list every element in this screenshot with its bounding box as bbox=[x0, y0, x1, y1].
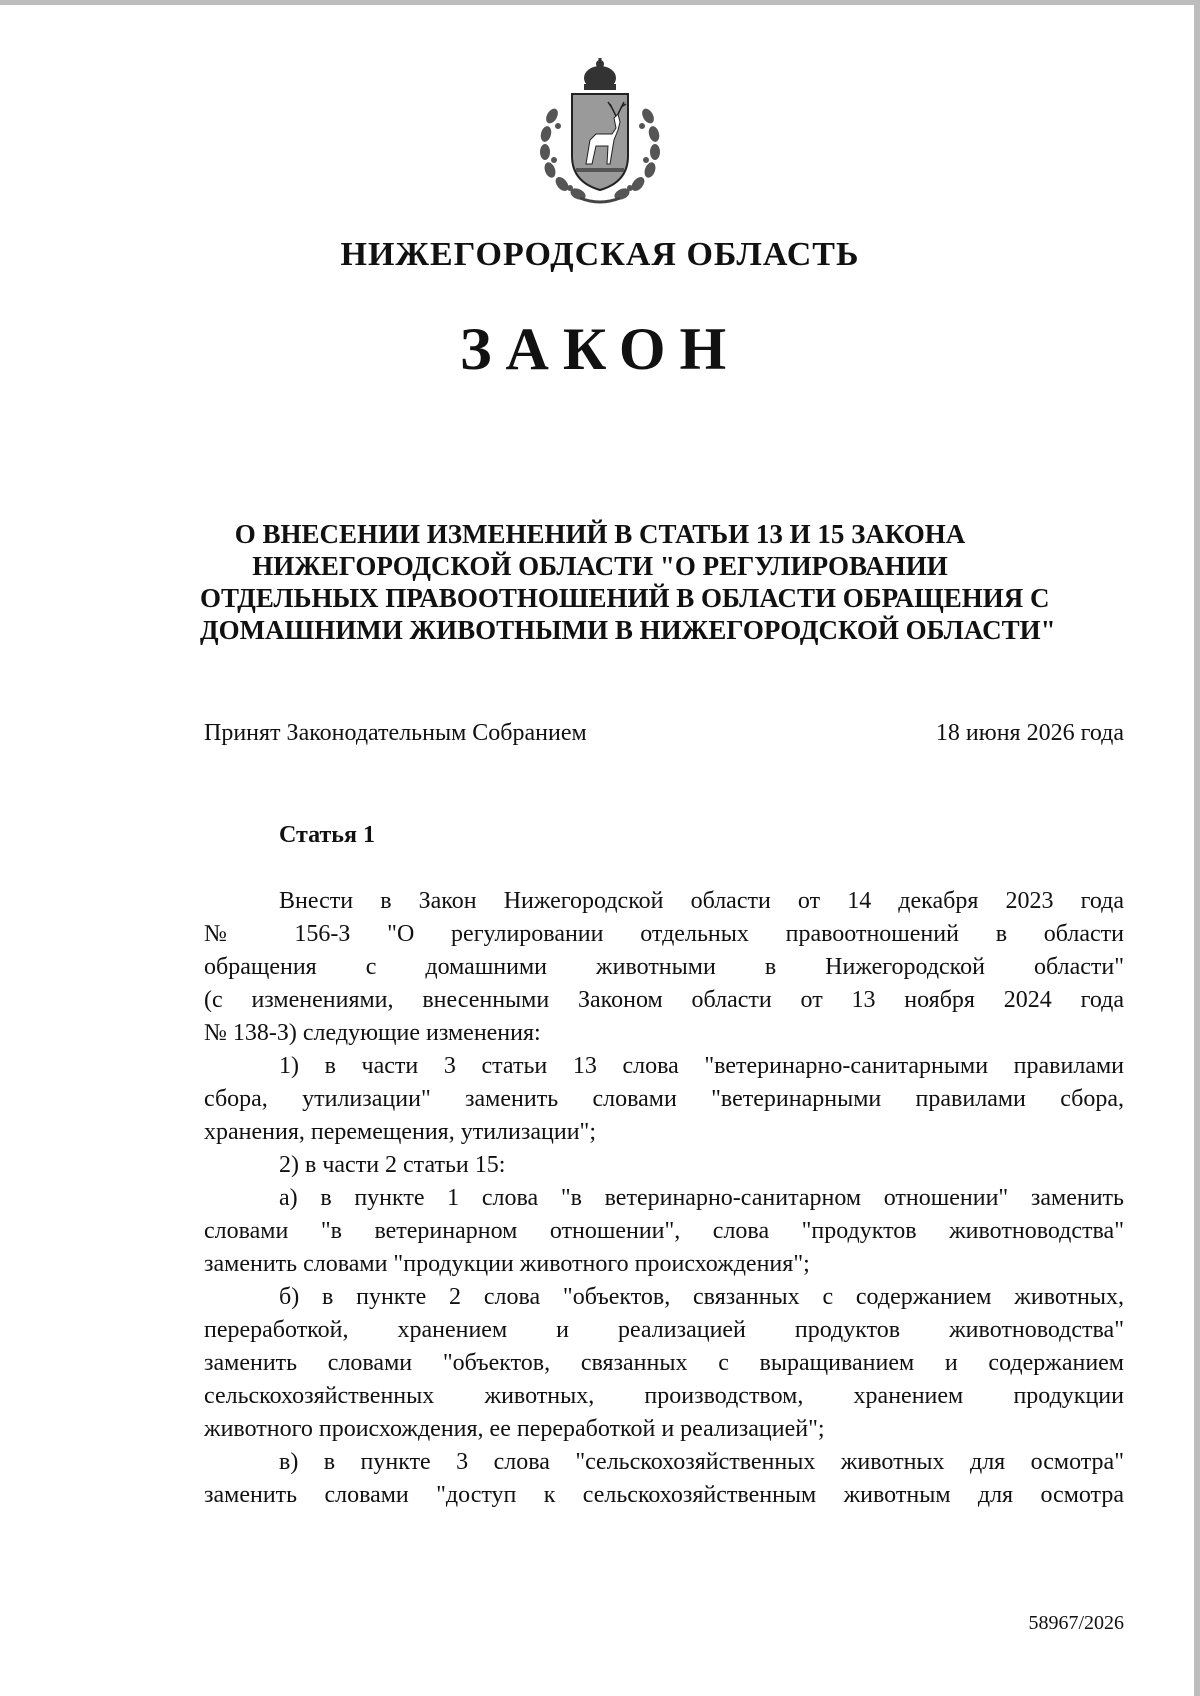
region-name: НИЖЕГОРОДСКАЯ ОБЛАСТЬ bbox=[340, 236, 860, 273]
law-subject-line: ДОМАШНИМИ ЖИВОТНЫМИ В НИЖЕГОРОДСКОЙ ОБЛАСТИ" bbox=[200, 615, 1056, 645]
adoption-line bbox=[204, 720, 1124, 747]
article-line: заменить словами "объектов, связанных с выращиванием и содержанием bbox=[204, 1350, 1124, 1376]
article-line: № 138-З) следующие изменения: bbox=[204, 1020, 541, 1046]
adoption-date: 18 июня 2026 года bbox=[935, 720, 1124, 746]
article-line: сельскохозяйственных животных, производством, хранением продукции bbox=[204, 1383, 1124, 1409]
article-heading: Статья 1 bbox=[279, 822, 375, 848]
article-line: б) в пункте 2 слова "объектов, связанных с содержанием животных, bbox=[279, 1284, 1124, 1310]
article-line: 1) в части 3 статьи 13 слова "ветеринарно-санитарными правилами bbox=[279, 1053, 1124, 1079]
article-line: Внести в Закон Нижегородской области от 14 декабря 2023 года bbox=[279, 888, 1124, 914]
article-line: 2) в части 2 статьи 15: bbox=[279, 1152, 506, 1178]
article-line: обращения с домашними животными в Нижегородской области" bbox=[204, 954, 1124, 980]
article-line: а) в пункте 1 слова "в ветеринарно-санитарном отношении" заменить bbox=[279, 1185, 1124, 1211]
article-line: заменить словами "доступ к сельскохозяйственным животным для осмотра bbox=[204, 1482, 1124, 1508]
article-line: в) в пункте 3 слова "сельскохозяйственных животных для осмотра" bbox=[279, 1449, 1124, 1475]
document-number: 58967/2026 bbox=[1028, 1612, 1124, 1634]
article-line: животного происхождения, ее переработкой и реализацией"; bbox=[204, 1416, 825, 1442]
law-subject-line: О ВНЕСЕНИИ ИЗМЕНЕНИЙ В СТАТЬИ 13 И 15 ЗАКОНА bbox=[234, 519, 966, 549]
article-line: заменить словами "продукции животного происхождения"; bbox=[204, 1251, 810, 1277]
scan-edge-top bbox=[0, 0, 1200, 5]
article-line: хранения, перемещения, утилизации"; bbox=[204, 1119, 597, 1145]
article-line: сбора, утилизации" заменить словами "ветеринарными правилами сбора, bbox=[204, 1086, 1124, 1112]
article-line: (с изменениями, внесенными Законом области от 13 ноября 2024 года bbox=[204, 987, 1124, 1013]
law-subject-line: НИЖЕГОРОДСКОЙ ОБЛАСТИ "О РЕГУЛИРОВАНИИ bbox=[252, 551, 948, 581]
article-body bbox=[204, 885, 1124, 1512]
article-line: словами "в ветеринарном отношении", слова "продуктов животноводства" bbox=[204, 1218, 1124, 1244]
document-type-title: ЗАКОН bbox=[459, 316, 741, 382]
article-line: переработкой, хранением и реализацией продуктов животноводства" bbox=[204, 1317, 1124, 1343]
article-line: № 156-З "О регулировании отдельных правоотношений в области bbox=[204, 921, 1124, 947]
law-subject-line: ОТДЕЛЬНЫХ ПРАВООТНОШЕНИЙ В ОБЛАСТИ ОБРАЩЕНИЯ С bbox=[200, 583, 1050, 613]
coat-of-arms-icon bbox=[530, 56, 670, 206]
adoption-label: Принят Законодательным Собранием bbox=[204, 720, 587, 746]
law-subject bbox=[200, 518, 1056, 646]
